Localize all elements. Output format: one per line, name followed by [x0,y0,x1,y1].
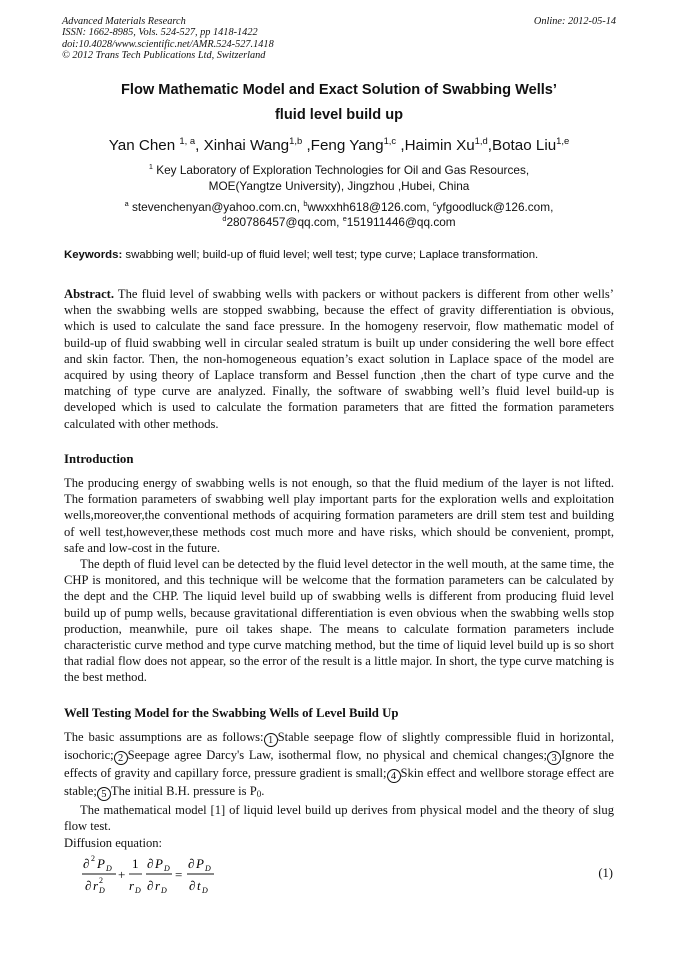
keywords [64,249,616,261]
email-sup: d [222,213,227,223]
email-link[interactable]: yfgoodluck@126.com, [436,200,554,214]
eq-plus: + [118,867,126,882]
eq-t2-partial: ∂ [147,856,154,871]
author-sup: 1, a [179,134,196,146]
affiliation-sup: 1 [148,162,153,172]
diffusion-equation [80,852,640,902]
equation-number: (1) [598,866,613,880]
author-name: Botao Liu [491,137,557,154]
eq-t1-sq: 2 [91,854,95,863]
author-name: Haimin Xu [404,137,475,154]
assumption-3: Ignore the effects of gravity and capillary force, pressure gradient is small; [64,748,614,780]
assumption-5: The initial B.H. pressure is P [110,784,257,798]
author-name: Yan Chen [108,137,176,154]
copyright-line: © 2012 Trans Tech Publications Ltd, Switzerland [62,50,266,62]
introduction-heading: Introduction [64,452,134,466]
eq-t1-rD: D [99,886,105,895]
author-sup: 1,b [289,134,303,146]
affiliation-line-2: MOE(Yangtze University), Jingzhou ,Hubei, China [208,178,470,193]
model-heading: Well Testing Model for the Swabbing Wells of Level Build Up [64,706,399,720]
affiliation [40,163,638,194]
assumption-5-end: . [261,784,265,798]
eq-rhs-partial: ∂ [188,856,195,871]
abstract [64,286,614,432]
author-sup: 1,c [383,134,397,146]
keywords-label: Keywords: [64,249,123,261]
issn-line: ISSN: 1662-8985, Vols. 524-527, pp 1418-1422 [62,27,258,39]
assumptions-intro: The basic assumptions are as follows: [64,730,264,744]
eq-t1-rsq: 2 [99,876,103,885]
eq-t2-P: P [155,856,163,871]
eq-t1-r: r [93,878,99,893]
model-body [64,729,614,851]
circled-number-4: 4 [387,769,401,783]
email-list [40,200,638,229]
author-sup: 1,d [474,134,488,146]
eq-rhs-t: t [197,878,201,893]
header-left [62,16,616,62]
email-link[interactable]: 280786457@qq.com, [226,214,340,229]
circled-number-2: 2 [114,751,128,765]
introduction-paragraph-1: The producing energy of swabbing wells is not enough, so that the fluid medium of the layer is not lifted. The formation parameters of swabbing well play important parts for the exploration wells and exploitation wells,moreover,the conventional methods of acquiring formation parameters are drill stem test and building of well test,however,these methods cost much more and have risks, which should be convenient, prompt, safe and low-cost in the future. [64,476,614,555]
eq-t1-P: P [97,856,105,871]
eq-rhs-PD: D [205,864,211,873]
email-link[interactable]: 151911446@qq.com [346,214,456,229]
email-sup: a [124,199,129,209]
circled-number-3: 3 [547,751,561,765]
affiliation-line-1: Key Laboratory of Exploration Technologies for Oil and Gas Resources, [156,163,530,177]
equation-graphic [80,852,220,902]
eq-equals: = [175,867,183,882]
eq-t2-r2: r [155,878,161,893]
email-link[interactable]: wwxxhh618@126.com, [307,200,430,214]
eq-t2-rD: D [135,886,141,895]
author-name: Feng Yang [310,137,384,154]
eq-t1-dpartial: ∂ [85,878,92,893]
introduction-paragraph-2: The depth of fluid level can be detected by the fluid level detector in the well mouth, at the same time, the CHP is monitored, and this technique will be welcome that the formation parameters can be calculated by the dept and the CHP. The liquid level build up of swabbing wells is different from producing fluid level build up of pump wells, because gravitational differentiation is even obvious when the swabbing wells stop production, meanwhile, pure oil takes shape. The means to calculate formation parameters include characteristic curve method and type curve matching method, but the time of liquid level build up is so short that radial flow does not appear, so the error of the result is a little major. In short, the type curve matching is the best method. [64,557,614,685]
abstract-label: Abstract. [64,287,115,301]
eq-t2-rD2: D [161,886,167,895]
eq-t1-PD: D [106,864,112,873]
assumptions-paragraph [64,729,614,802]
assumption-1: Stable seepage flow of slightly compressible fluid in horizontal, isochoric; [64,730,614,762]
email-link[interactable]: stevenchenyan@yahoo.com.cn, [131,200,301,214]
eq-rhs-P: P [196,856,204,871]
model-paragraph-2: The mathematical model [1] of liquid level build up derives from physical model and the theory of slug flow test. [64,803,614,834]
eq-t2-dpartial: ∂ [147,878,154,893]
eq-one: 1 [132,856,139,871]
paper-title [40,78,638,128]
eq-rhs-dpartial: ∂ [189,878,196,893]
author-sup: 1,e [556,134,570,146]
eq-t1-partial: ∂ [83,856,90,871]
running-header [62,16,616,62]
assumption-2: Seepage agree Darcy's Law, isothermal flow, no physical and chemical changes; [127,748,548,762]
eq-rhs-tD: D [202,886,208,895]
abstract-text: The fluid level of swabbing wells with packers or without packers is different from other wells’ when the swabbing wells are stopped swabbing, because the effect of gravity differentiation is obvious, which is used to calculate the sand face pressure. In the homogeny reservoir, flow mathematic model of build-up of fluid swabbing well in circular sealed stratum is built up under considering the well bore effect and skin factor. Then, the non-homogeneous equation’s exact solution in Laplace space of the model are acquired by using theory of Laplace transform and Bessel function ,then the chart of type curve and the matching of type curve are analyzed. Finally, the software of swabbing well’s fluid level build-up is developed which is used to calculate the formation parameters that are fitted the formation parameters calculated with other methods. [64,287,614,431]
assumption-5-sub: 0 [256,789,262,799]
assumption-4: Skin effect and wellbore storage effect are stable; [64,766,614,798]
doi-line: doi:10.4028/www.scientific.net/AMR.524-527.1418 [62,38,274,50]
diffusion-label: Diffusion equation: [64,835,163,850]
author-name: Xinhai Wang [203,137,290,154]
eq-t2-PD: D [164,864,170,873]
author-list: Yan Chen $^{1, a}$, Xinhai Wang$^{1,b}$ ,Feng Yang$^{1,c}$ ,Haimin Xu$^{1,d}$,Botao Liu$^{1,e}$ [108,134,570,154]
circled-number-1: 1 [264,733,278,747]
title-line-1: Flow Mathematic Model and Exact Solution of Swabbing Wells’ [121,82,557,98]
introduction-body [64,475,614,686]
email-sup: e [342,213,347,223]
keywords-text: swabbing well; build-up of fluid level; well test; type curve; Laplace transformation. [125,249,539,261]
email-sup: b [303,199,308,209]
email-sup: c [432,199,437,209]
circled-number-5: 5 [97,787,111,801]
title-line-2: fluid level build up [274,107,404,123]
journal-name: Advanced Materials Research [62,16,186,27]
eq-t2-r: r [129,878,135,893]
online-date: Online: 2012-05-14 [533,16,616,27]
